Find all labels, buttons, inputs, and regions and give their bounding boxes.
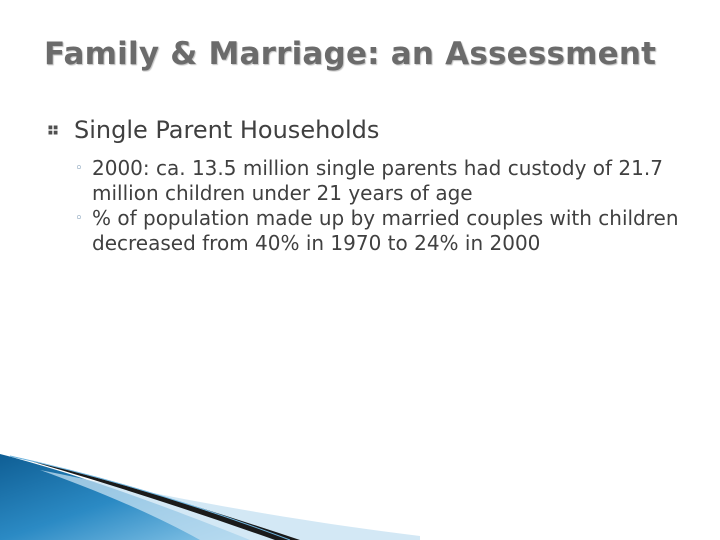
sub-bullet-text: 2000: ca. 13.5 million single parents had custody of 21.7 million children under 21 years of age <box>92 156 663 205</box>
bullet-text: Single Parent Households <box>74 116 380 144</box>
sub-bullet-text: % of population made up by married couples with children decreased from 40% in 1970 to 24% in 2000 <box>92 206 679 255</box>
decorative-wave-graphic <box>0 440 420 540</box>
circle-bullet-icon: ◦ <box>75 211 83 226</box>
slide-title: Family & Marriage: an Assessment <box>44 36 657 72</box>
sub-bullet-item <box>75 156 687 206</box>
square-bullet-icon <box>48 125 58 135</box>
circle-bullet-icon: ◦ <box>75 161 83 176</box>
sub-bullet-list <box>75 156 687 256</box>
sub-bullet-item <box>75 206 687 256</box>
